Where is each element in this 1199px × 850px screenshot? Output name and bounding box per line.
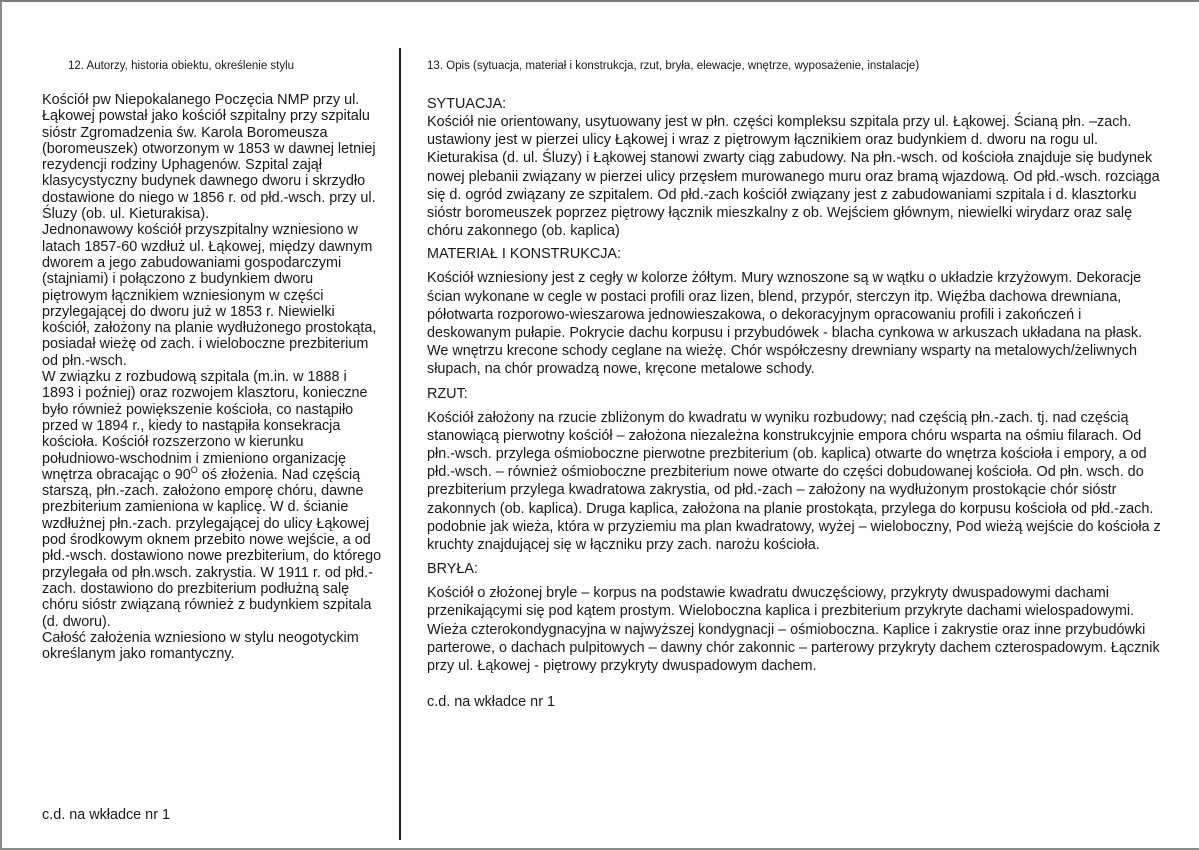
- history-text: [42, 92, 382, 662]
- degree-superscript: O: [190, 465, 198, 476]
- history-paragraph: Jednonawowy kościół przyszpitalny wzniesiono w latach 1857-60 wzdłuż ul. Łąkowej, między dawnym dworem a jego zabudowaniami gospodarczymi (stajniami) i połączono z budynkiem dworu piętrowym łącznikiem wzniesionym w części przylegającej do dworu już w 1853 r. Niewielki kościół, założony na planie wydłużonego prostokąta, posiadał wieżę od zach. i wieloboczne prezbiterium od płn.-wsch.: [42, 222, 377, 369]
- history-text-part: oś złożenia. Nad częścią starszą, płn.-zach. założono emporę chóru, dawne prezbiterium zamieniona w kaplicę. W d. ścianie wzdłużnej płn.-zach. przylegającej do ulicy Łąkowej pod środkowym oknem przebito nowe wejście, a od płd.-wsch. dostawiono nowe prezbiterium, do którego przylegała od płn.wsch. zakrystia. W 1911 r. od płd.-zach. dostawiono do prezbiterium podłużną salę chóru sióstr związaną również z budynkiem szpitala (d. dworu).: [42, 466, 382, 630]
- column-divider: [399, 48, 401, 840]
- left-continuation-note: c.d. na wkładce nr 1: [42, 807, 170, 823]
- section-heading-sytuacja: SYTUACJA:: [427, 96, 507, 112]
- right-column-header: 13. Opis (sytuacja, materiał i konstrukcja, rzut, bryła, elewacje, wnętrze, wyposażenie, instalacje): [427, 60, 920, 72]
- section-body-sytuacja: Kościół nie orientowany, usytuowany jest w płn. części kompleksu szpitala przy ul. Łąkowej. Ścianą płn. –zach. ustawiony jest w pierzei ulicy Łąkowej i wraz z piętrowym łącznikiem oraz budynkiem d. dworu na rogu ul. Kieturakisa (d. ul. Śluzy) i Łąkowej stanowi zwarty ciąg zabudowy. Na płn.-wsch. od kościoła znajduje się budynek nowej plebanii związany w pierzei ulicy przęsłem murowanego muru oraz bramą wjazdową. Od płd.-wsch. rozciąga się d. ogród związany ze szpitalem. Od płd.-zach kościół związany jest z zabudowaniami szpitala i d. klasztorku sióstr boromeuszek poprzez piętrowy łącznik mieszkalny z ob. Wejściem głównym, niewielki wirydarz oraz salę chóru zakonnego (ob. kaplica): [427, 114, 1160, 240]
- history-text-part: W związku z rozbudową szpitala (m.in. w 1888 i 1893 i poźniej) oraz rozwojem klasztoru, konieczne było również powiększenie kościoła, co nastąpiło przed w 1894 r., kiedy to nastąpiła konsekracja kościoła. Kościół rozszerzono w kierunku południowo-wschodnim i zmieniono organizację wnętrza obracając o 90: [42, 369, 368, 483]
- history-paragraph: Kościół pw Niepokalanego Poczęcia NMP przy ul. Łąkowej powstał jako kościół szpitalny przy szpitalu sióstr Zgromadzenia św. Karola Boromeusza (boromeuszek) otworzonym w 1853 w dawnej letniej rezydencji rodziny Uphagenów. Szpital zajął klasycystyczny budynek dawnego dworu i skrzydło dostawione do niego w 1856 r. od płd.-wsch. przy ul. Śluzy (ob. ul. Kieturakisa).: [42, 92, 376, 223]
- history-paragraph: [42, 369, 382, 630]
- section-body-material: Kościół wzniesiony jest z cegły w kolorze żółtym. Mury wznoszone są w wątku o układzie krzyżowym. Dekoracje ścian wykonane w cegle w postaci profili oraz lizen, blend, przypór, sterczyn itp. Więźba dachowa drewniana, półotwarta rozporowo-wieszarowa jednowieszakowa, o dekoracyjnym opracowaniu profili i zakończeń i deskowanym pułapie. Pokrycie dachu korpusu i przybudówek - blacha cynkowa w arkuszach układana na płask. We wnętrzu krecone schody ceglane na wieżę. Chór współczesny drewniany wsparty na metalowych/żeliwnych słupach, na chór prowadzą nowe, kręcone metalowe schody.: [427, 270, 1143, 378]
- history-paragraph: Całość założenia wzniesiono w stylu neogotyckim określanym jako romantyczny.: [42, 629, 359, 663]
- section-body-bryla: Kościół o złożonej bryle – korpus na podstawie kwadratu dwuczęściowy, przykryty dwuspadowymi dachami przenikającymi się pod kątem prostym. Wieloboczna kaplica i prezbiterium przykryte dachami wielospadowymi. Wieża czterokondygnacyjna w najwyższej kondygnacji – ośmioboczna. Kaplice i zakrystie oraz inne przybudówki parterowe, o dachach pulpitowych – dawny chór zakonnic – parterowy przykryty dachem czterospadowym. Łącznik przy ul. Łąkowej - piętrowy przykryty dwuspadowym dachem.: [427, 585, 1160, 675]
- section-heading-material: MATERIAŁ I KONSTRUKCJA:: [427, 246, 622, 263]
- section-body-rzut: Kościół założony na rzucie zbliżonym do kwadratu w wyniku rozbudowy; nad częścią płn.-zach. tj. nad częścią stanowiącą pierwotny kościół – założona niezależna konstrukcyjnie empora chóru wsparta na ośmiu filarach. Od płn.-wsch. przylega ośmioboczne pierwotne prezbiterium (ob. kaplica) otwarte do wnętrza kościoła i empory, a od płd.-wsch. – również ośmioboczne prezbiterium nowe otwarte do części dobudowanej kościoła. Od płn. wsch. do prezbiterium przylega kwadratowa zakrystia, od płd.-zach – założony na wydłużonym prostokącie chór sióstr zakonnych (ob. kaplica). Druga kaplica, założona na planie prostokąta, przylega do korpusu kościoła od płd.-zach. podobnie jak wieża, która w przyziemiu ma plan kwadratowy, wyżej – wieloboczny, Pod wieżą wejście do kościoła z kruchty znajdującej się w łączniku przy zach. narożu kościoła.: [427, 409, 1161, 554]
- right-continuation-note: c.d. na wkładce nr 1: [427, 694, 555, 711]
- right-column: [427, 58, 1167, 711]
- section-heading-bryla: BRYŁA:: [427, 561, 478, 578]
- left-column-header: 12. Autorzy, historia obiektu, określenie stylu: [68, 60, 295, 72]
- left-column: [42, 58, 382, 662]
- section-heading-rzut: RZUT:: [427, 385, 468, 402]
